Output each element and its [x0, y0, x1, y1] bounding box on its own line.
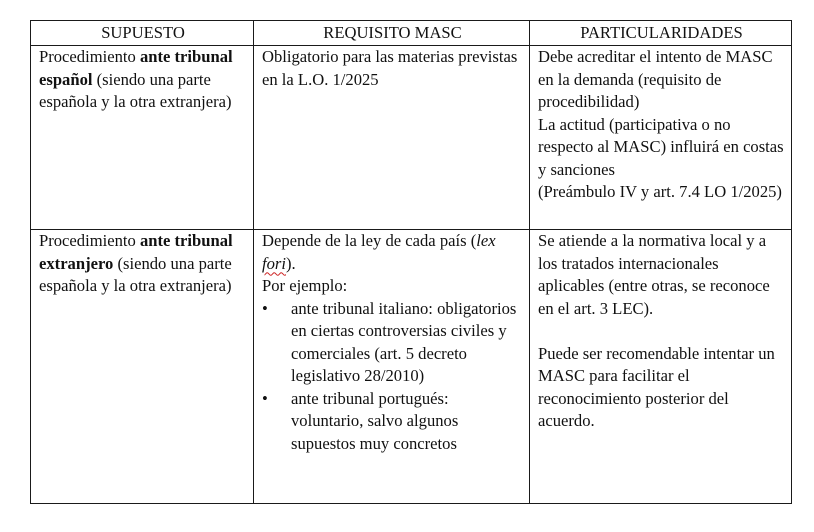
cell-particularidades-extranjero [530, 230, 792, 504]
cell-supuesto-tribunal-extranjero [31, 230, 254, 504]
cell-requisito-ley-pais [254, 230, 530, 504]
supuesto-prefix: Procedimiento [39, 47, 140, 66]
bullet-icon: • [262, 298, 268, 318]
particularidad-line: La actitud (participativa o no respecto al MASC) influirá en costas y sanciones [538, 114, 784, 179]
requisito-intro [262, 230, 523, 275]
particularidad-line: (Preámbulo IV y art. 7.4 LO 1/2025) [538, 182, 782, 201]
requisito-text: Obligatorio para las materias previstas en la L.O. 1/2025 [262, 47, 518, 89]
supuesto-suffix: (siendo una parte española y la otra extranjera) [39, 253, 232, 295]
header-requisito-masc: REQUISITO MASC [254, 21, 530, 46]
header-supuesto: SUPUESTO [31, 21, 254, 46]
list-item [262, 298, 523, 388]
intro-end: ). [285, 253, 296, 273]
particularidad-paragraph: Puede ser recomendable intentar un MASC para facilitar el reconocimiento posterior del acuerdo. [538, 343, 775, 430]
lex-word: lex [476, 231, 496, 250]
cell-particularidades-espanol [530, 46, 792, 230]
example-text: ante tribunal italiano: obligatorios en ciertas controversias civiles y comerciales (art. 5 decreto legislativo 28/2010) [291, 298, 517, 385]
intro-text: Depende de la ley de cada país ( [262, 231, 477, 250]
examples-list [262, 298, 523, 456]
cell-supuesto-tribunal-espanol [31, 46, 254, 230]
supuesto-bold: ante tribunal español [39, 47, 233, 89]
header-particularidades: PARTICULARIDADES [530, 21, 792, 46]
table-row [31, 46, 792, 230]
example-label: Por ejemplo: [262, 276, 348, 295]
list-item [262, 388, 523, 456]
fori-word: fori [262, 253, 286, 273]
supuesto-bold: ante tribunal extranjero [39, 231, 233, 273]
particularidad-paragraph: Se atiende a la normativa local y a los tratados internacionales aplicables (entre otras, se reconoce en el art. 3 LEC). [538, 231, 770, 318]
example-text: ante tribunal portugués: voluntario, salvo algunos supuestos muy concretos [291, 388, 459, 453]
particularidad-line: Debe acreditar el intento de MASC en la demanda (requisito de procedibilidad) [538, 47, 773, 111]
supuesto-suffix: (siendo una parte española y la otra extranjera) [39, 69, 232, 111]
header-row [31, 21, 792, 46]
cell-requisito-obligatorio [254, 46, 530, 230]
table-row [31, 230, 792, 504]
masc-comparison-table [30, 20, 792, 504]
supuesto-prefix: Procedimiento [39, 231, 140, 250]
paragraph-gap [538, 320, 785, 343]
bullet-icon: • [262, 388, 268, 408]
